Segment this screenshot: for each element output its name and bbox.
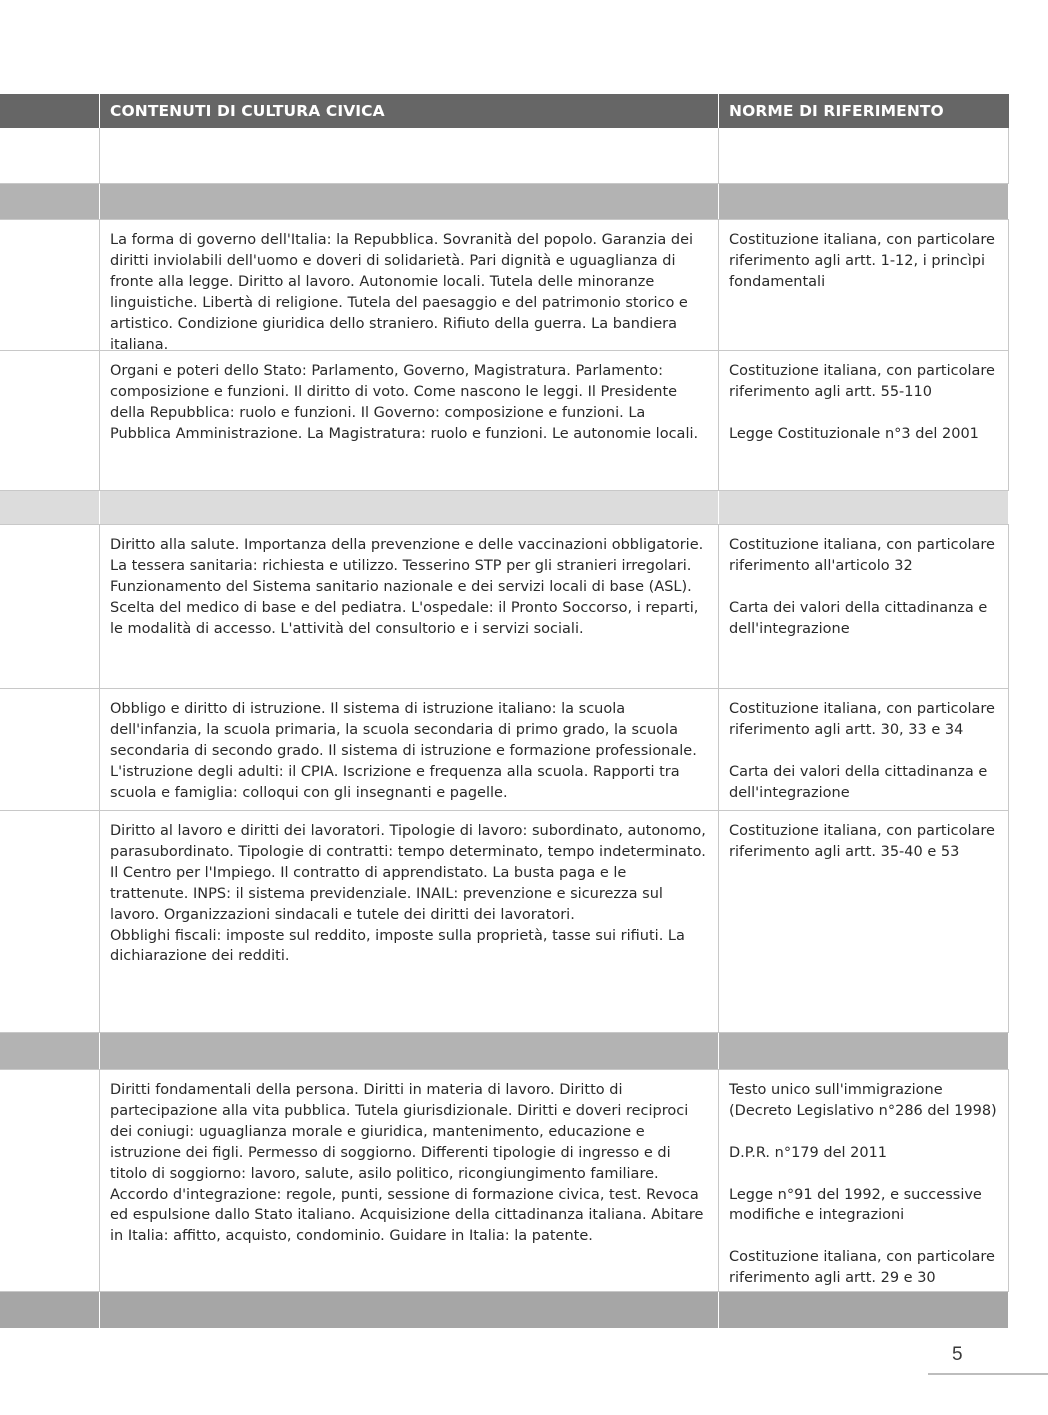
band-cell xyxy=(0,491,99,524)
content-text: Diritto alla salute. Importanza della prevenzione e delle vaccinazioni obbligatorie. La tessera sanitaria: richiesta e utilizzo. Tesserino STP per gli stranieri irregolari. Funzionamento del Sistema sanitario nazionale e dei servizi locali di base (ASL). Scelta del medico di base e del pediatra. L'ospedale: il Pronto Soccorso, i reparti, le modalità di accesso. L'attività del consultorio e i servizi sociali. xyxy=(110,537,704,637)
norms-cell xyxy=(718,811,1009,1032)
norm-text: Costituzione italiana, con particolare riferimento all'articolo 32 xyxy=(729,537,995,574)
blank-cell xyxy=(0,128,99,183)
content-text: La forma di governo dell'Italia: la Repubblica. Sovranità del popolo. Garanzia dei diritti inviolabili dell'uomo e doveri di solidarietà. Pari dignità e uguaglianza di fronte alla legge. Diritto al lavoro. Autonomie locali. Tutela delle minoranze linguistiche. Libertà di religione. Tutela del paesaggio e del patrimonio storico e artistico. Condizione giuridica dello straniero. Rifiuto della guerra. La bandiera italiana. xyxy=(110,232,694,353)
section-band xyxy=(0,184,1009,220)
norms-cell xyxy=(718,1070,1009,1291)
content-text-extra: Obblighi fiscali: imposte sul reddito, imposte sulla proprietà, tasse sui rifiuti. La dichiarazione dei redditi. xyxy=(110,927,685,965)
table-row xyxy=(0,689,1009,811)
section-band xyxy=(0,1033,1009,1070)
blank-cell xyxy=(0,220,99,350)
blank-cell xyxy=(0,1070,99,1291)
header-contents: CONTENUTI DI CULTURA CIVICA xyxy=(99,94,718,128)
footer-rule xyxy=(928,1373,1048,1375)
blank-cell xyxy=(0,689,99,810)
content-cell xyxy=(99,1070,718,1291)
norm-text: Costituzione italiana, con particolare riferimento agli artt. 55-110 xyxy=(729,363,995,400)
norms-cell xyxy=(718,351,1009,490)
norm-text: Legge n°91 del 1992, e successive modifiche e integrazioni xyxy=(729,1186,982,1224)
norm-text: Costituzione italiana, con particolare riferimento agli artt. 29 e 30 xyxy=(729,1249,995,1287)
band-cell xyxy=(99,1033,718,1069)
content-cell xyxy=(99,220,718,353)
civic-culture-table xyxy=(0,94,1009,1328)
header-norms: NORME DI RIFERIMENTO xyxy=(718,94,1009,128)
content-text: Diritti fondamentali della persona. Diritti in materia di lavoro. Diritto di partecipazione alla vita pubblica. Tutela giurisdizionale. Diritti e doveri reciproci dei coniugi: uguaglianza morale e giuridica, mantenimento, educazione e istruzione dei figli. Permesso di soggiorno. Differenti tipologie di ingresso e di titolo di soggiorno: lavoro, salute, asilo politico, ricongiungimento familiare. Accordo d'integrazione: regole, punti, sessione di formazione civica, test. Revoca ed espulsione dallo Stato italiano. Acquisizione della cittadinanza italiana. Abitare in Italia: affitto, acquisto, condominio. Guidare in Italia: la patente. xyxy=(110,1082,704,1245)
content-text: Obbligo e diritto di istruzione. Il sistema di istruzione italiano: la scuola dell'infanzia, la scuola primaria, la scuola secondaria di primo grado, la scuola secondaria di secondo grado. Il sistema di istruzione e formazione professionale. L'istruzione degli adulti: il CPIA. Iscrizione e frequenza alla scuola. Rapporti tra scuola e famiglia: colloqui con gli insegnanti e pagelle. xyxy=(110,701,697,801)
band-cell xyxy=(99,1292,718,1328)
content-cell xyxy=(99,525,718,688)
norm-text: Costituzione italiana, con particolare riferimento agli artt. 35-40 e 53 xyxy=(729,823,995,860)
content-cell xyxy=(99,689,718,810)
content-text: Diritto al lavoro e diritti dei lavoratori. Tipologie di lavoro: subordinato, autonomo, parasubordinato. Tipologie di contratti: tempo determinato, tempo indeterminato. Il Centro per l'Impiego. Il contratto di apprendistato. La busta paga e le trattenute. INPS: il sistema previdenziale. INAIL: prevenzione e sicurezza sul lavoro. Organizzazioni sindacali e tutele dei diritti dei lavoratori. xyxy=(110,823,706,923)
norm-text: D.P.R. n°179 del 2011 xyxy=(729,1144,888,1161)
norms-cell xyxy=(718,689,1009,810)
table-header xyxy=(0,94,1009,128)
blank-cell xyxy=(0,351,99,490)
table-row xyxy=(0,811,1009,1033)
section-band xyxy=(0,491,1009,525)
blank-cell xyxy=(718,128,1009,183)
norm-text: Testo unico sull'immigrazione (Decreto Legislativo n°286 del 1998) xyxy=(729,1082,997,1119)
norms-cell xyxy=(718,220,1009,350)
section-band xyxy=(0,1292,1009,1328)
band-cell xyxy=(0,184,99,219)
blank-cell xyxy=(0,525,99,688)
blank-cell xyxy=(0,811,99,1032)
table-row xyxy=(0,1070,1009,1292)
header-blank-cell xyxy=(0,94,99,128)
content-text: Organi e poteri dello Stato: Parlamento, Governo, Magistratura. Parlamento: composizione e funzioni. Il diritto di voto. Come nascono le leggi. Il Presidente della Repubblica: ruolo e funzioni. Il Governo: composizione e funzioni. La Pubblica Amministrazione. La Magistratura: ruolo e funzioni. Le autonomie locali. xyxy=(110,363,699,442)
band-cell xyxy=(99,184,718,219)
content-cell xyxy=(99,351,718,490)
band-cell xyxy=(718,184,1009,219)
norm-text: Carta dei valori della cittadinanza e dell'integrazione xyxy=(729,763,988,801)
empty-row xyxy=(0,128,1009,184)
band-cell xyxy=(718,1292,1009,1328)
norm-text: Costituzione italiana, con particolare riferimento agli artt. 1-12, i princìpi fondamentali xyxy=(729,232,995,290)
content-cell xyxy=(99,811,718,1032)
band-cell xyxy=(718,1033,1009,1069)
band-cell xyxy=(99,491,718,524)
band-cell xyxy=(718,491,1009,524)
norms-cell xyxy=(718,525,1009,688)
band-cell xyxy=(0,1292,99,1328)
page-number: 5 xyxy=(952,1344,963,1365)
table-row xyxy=(0,220,1009,351)
norm-text: Legge Costituzionale n°3 del 2001 xyxy=(729,425,979,442)
norm-text: Costituzione italiana, con particolare riferimento agli artt. 30, 33 e 34 xyxy=(729,701,995,738)
norm-text: Carta dei valori della cittadinanza e dell'integrazione xyxy=(729,599,988,637)
band-cell xyxy=(0,1033,99,1069)
table-row xyxy=(0,351,1009,491)
table-row xyxy=(0,525,1009,689)
blank-cell xyxy=(99,128,718,183)
